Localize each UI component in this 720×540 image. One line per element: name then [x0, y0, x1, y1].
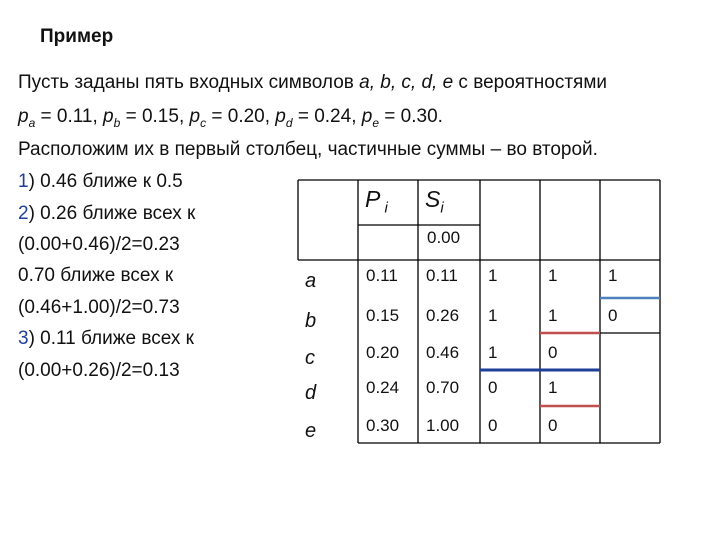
row-symbol: c	[305, 347, 315, 369]
row-code-bit-2: 1	[548, 306, 558, 325]
step-line: 0.70 ближе всех к	[18, 265, 174, 286]
row-probability: 0.11	[366, 266, 398, 285]
row-symbol: a	[305, 270, 317, 292]
row-probability: 0.24	[366, 378, 400, 397]
row-code-bit-1: 1	[488, 266, 498, 285]
row-partial-sum: 1.00	[426, 416, 460, 435]
row-partial-sum: 0.26	[426, 306, 460, 325]
row-code-bit-2: 1	[548, 378, 558, 397]
prob-b: $p_b = 0.15$,	[103, 106, 190, 130]
prob-e: $p_e = 0.30$.	[361, 106, 443, 130]
row-code-bit-1: 1	[488, 306, 498, 325]
row-code-bit-1: 1	[488, 343, 498, 362]
row-code-bit-3: 1	[608, 266, 618, 285]
step-line: (0.46+1.00)/2=0.73	[18, 297, 180, 318]
intro-suffix: с вероятностями	[458, 72, 607, 93]
prob-d: $p_d = 0.24$,	[275, 106, 362, 130]
row-symbol: d	[305, 382, 317, 404]
probabilities-line	[18, 106, 443, 130]
step-number: 3	[18, 328, 29, 349]
row-partial-sum: 0.11	[426, 266, 458, 285]
step-number: 1	[18, 171, 29, 192]
intro-prefix: Пусть заданы пять входных символов	[18, 72, 354, 93]
row-probability: 0.15	[366, 306, 400, 325]
step-line: 1) 0.46 ближе к 0.5	[18, 171, 183, 192]
row-code-bit-1: 0	[488, 378, 498, 397]
step-line: 2) 0.26 ближе всех к	[18, 203, 196, 224]
step-line: 3) 0.11 ближе всех к	[18, 328, 194, 349]
row-partial-sum: 0.46	[426, 343, 460, 362]
header-s: $S_i$	[425, 186, 444, 217]
slide-title: Пример	[40, 26, 114, 47]
row-code-bit-2: 0	[548, 343, 558, 362]
prob-c: $p_c = 0.20$,	[189, 106, 276, 130]
row-symbol: b	[305, 310, 317, 332]
intro-line-1	[18, 72, 607, 94]
row-symbol: e	[305, 420, 317, 442]
row-partial-sum: 0.70	[426, 378, 460, 397]
row-code-bit-2: 1	[548, 266, 558, 285]
row-probability: 0.20	[366, 343, 400, 362]
zero-partial-sum: 0.00	[427, 228, 461, 247]
prob-a: $p_a = 0.11$,	[18, 106, 104, 130]
row-probability: 0.30	[366, 416, 400, 435]
step-number: 2	[18, 203, 29, 224]
row-code-bit-3: 0	[608, 306, 618, 325]
row-code-bit-2: 0	[548, 416, 558, 435]
intro-symbols: a, b, c, d, e	[359, 72, 454, 93]
step-line: (0.00+0.26)/2=0.13	[18, 360, 180, 381]
row-code-bit-1: 0	[488, 416, 498, 435]
step-line: (0.00+0.46)/2=0.23	[18, 234, 180, 255]
intro-line-3: Расположим их в первый столбец, частичные суммы – во второй.	[18, 139, 598, 160]
header-p: P $_i$	[365, 186, 388, 217]
